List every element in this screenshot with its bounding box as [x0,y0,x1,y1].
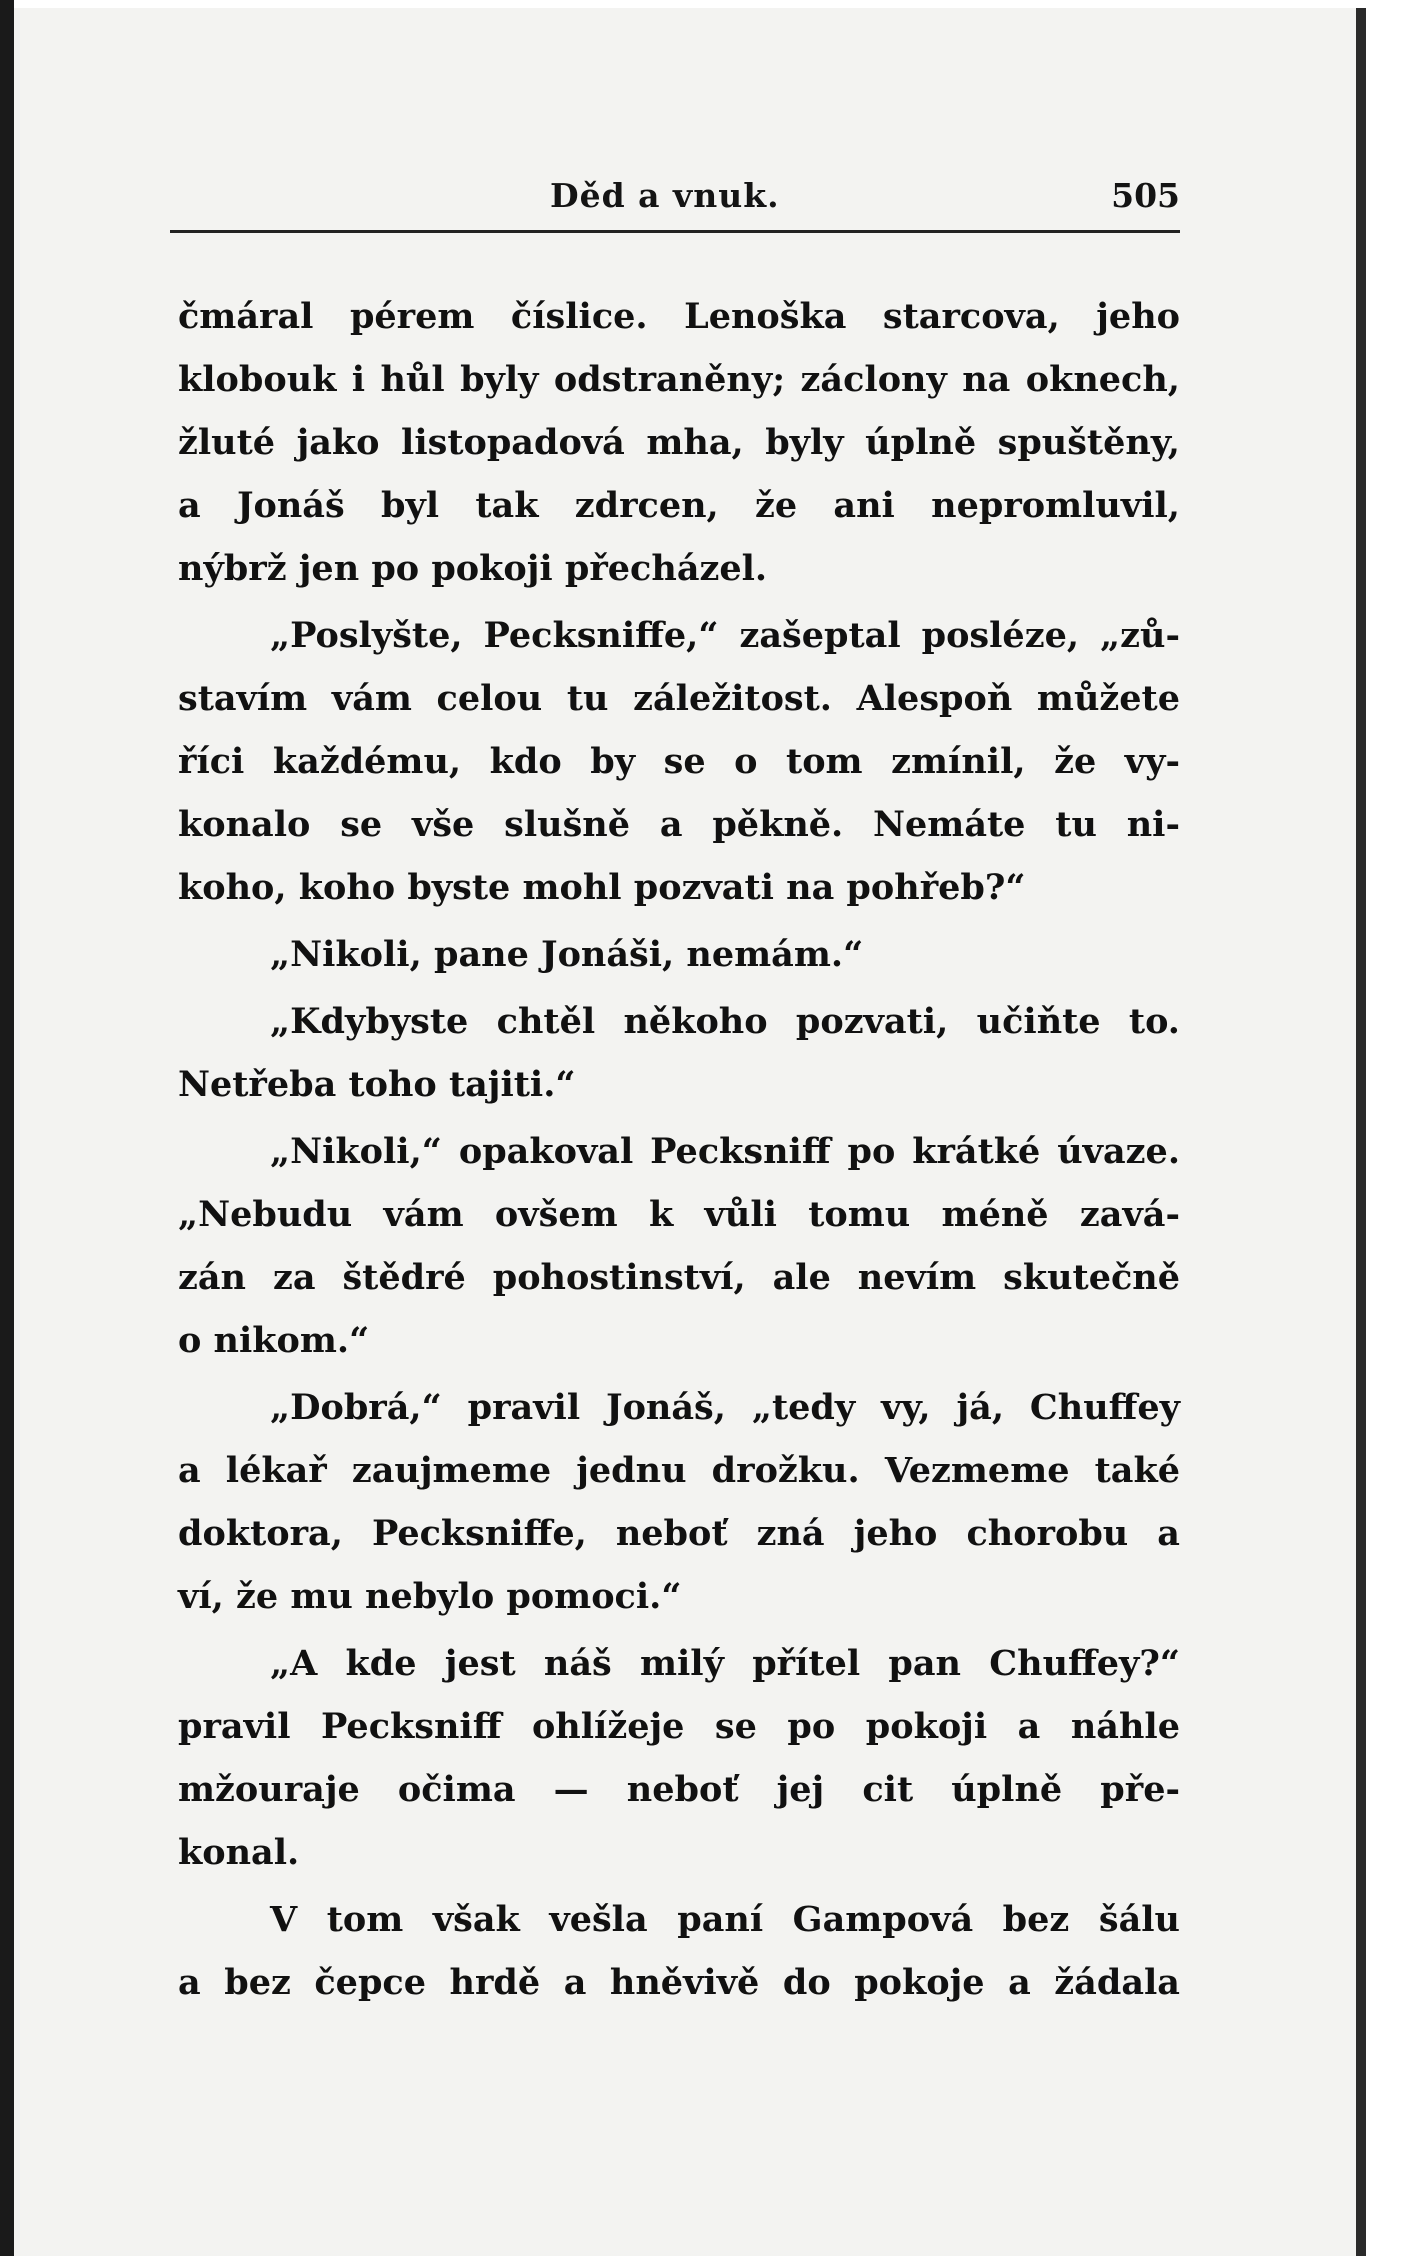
text-line: Netřeba toho tajiti.“ [178,1064,576,1105]
text-line: a bez čepce hrdě a hněvivě do pokoje a žádala [178,1962,1180,2003]
text-line: říci každému, kdo by se o tom zmínil, že vy- [178,741,1180,782]
text-line: stavím vám celou tu záležitost. Alespoň můžete [178,678,1180,719]
text-line: a lékař zaujmeme jednu drožku. Vezmeme také [178,1450,1180,1491]
page-number: 505 [1111,176,1180,215]
paragraph [178,1376,1180,1628]
text-line: nýbrž jen po pokoji přecházel. [178,548,768,589]
text-line: „Poslyšte, Pecksniffe,“ zašeptal posléze, „zů- [270,615,1180,656]
text-line: a Jonáš byl tak zdrcen, že ani nepromluvil, [178,485,1180,526]
text-line: „Nebudu vám ovšem k vůli tomu méně zavá- [178,1194,1180,1235]
scan-right-edge [1356,8,1366,2256]
text-line: zán za štědré pohostinství, ale nevím skutečně [178,1257,1180,1298]
text-line: mžouraje očima — neboť jej cit úplně pře- [178,1769,1180,1810]
paragraph [178,1888,1180,2014]
text-line: doktora, Pecksniffe, neboť zná jeho chorobu a [178,1513,1180,1554]
text-line: „A kde jest náš milý přítel pan Chuffey?“ [270,1643,1180,1684]
text-line: konalo se vše slušně a pěkně. Nemáte tu ni- [178,804,1180,845]
text-line: klobouk i hůl byly odstraněny; záclony na oknech, [178,359,1180,400]
header-rule [170,230,1180,233]
text-line: koho, koho byste mohl pozvati na pohřeb?“ [178,867,1026,908]
running-title: Děd a vnuk. [550,176,780,215]
text-line: žluté jako listopadová mha, byly úplně spuštěny, [178,422,1180,463]
running-head [170,168,1180,224]
text-line: „Nikoli,“ opakoval Pecksniff po krátké úvaze. [270,1131,1180,1172]
paragraph [178,1632,1180,1884]
text-line: ví, že mu nebylo pomoci.“ [178,1576,682,1617]
text-line: pravil Pecksniff ohlížeje se po pokoji a náhle [178,1706,1180,1747]
text-line: o nikom.“ [178,1320,370,1361]
scan-margin [1366,0,1405,2256]
body-text [178,285,1180,2018]
text-line: čmáral pérem číslice. Lenoška starcova, jeho [178,296,1180,337]
paragraph [178,604,1180,919]
scan-left-edge [0,0,14,2256]
text-line: konal. [178,1832,300,1873]
paragraph [178,990,1180,1116]
paragraph [178,1120,1180,1372]
paragraph [178,923,1180,986]
text-line: „Kdybyste chtěl někoho pozvati, učiňte to. [270,1001,1180,1042]
text-line: V tom však vešla paní Gampová bez šálu [270,1899,1180,1940]
paragraph [178,285,1180,600]
text-line: „Nikoli, pane Jonáši, nemám.“ [270,934,864,975]
text-line: „Dobrá,“ pravil Jonáš, „tedy vy, já, Chuffey [270,1387,1180,1428]
